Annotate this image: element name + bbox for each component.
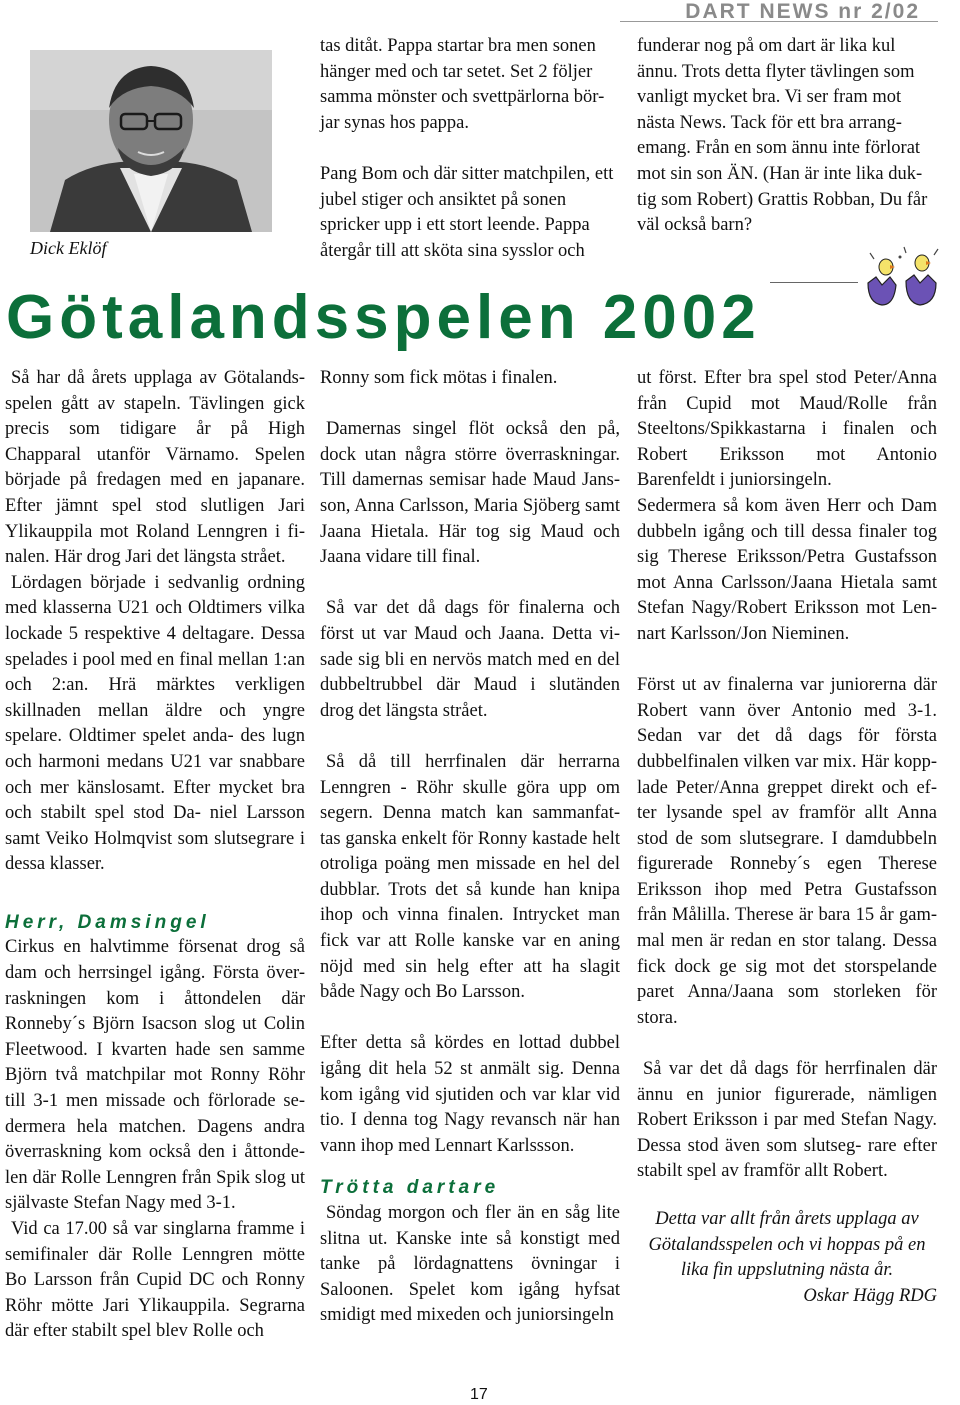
article-paragraph: Så var det då dags för finalerna och först ut var Maud och Jaana. Detta vi- sade sig bli en nervös match med en del dubbeltrubbel där Maud i slutänden drog det längsta strået. [320,598,620,721]
article-title: Götalandsspelen 2002 [6,283,761,352]
magazine-header: DART NEWS nr 2/02 [685,0,920,23]
previous-article-middle-column [320,34,618,264]
section-subheading: Trötta dartare [320,1177,500,1199]
article-paragraph: Ronny som fick mötas i finalen. [320,368,558,388]
article-column-1 [5,366,305,1345]
title-rule [770,282,858,283]
article-paragraph: Så då till herrfinalen där herrarna Lenngren - Röhr skulle göra upp om segern. Denna match kan sammanfat- tas ganska enkelt för Ronny kastade helt otroliga poäng men missade en hel del dubblar. Trots det så kunde han knipa ihop och vinna finalen. Intrycket man fick var att Rolle kanske var en aning nöjd med sin helg efter att ha slagit både Nagy och Bo Larsson. [320,751,620,1003]
portrait-photo [30,50,272,232]
photo-caption: Dick Eklöf [30,238,107,258]
article-paragraph: Efter detta så kördes en lottad dubbel igång dit hela 52 st anmält sig. Denna kom igång vid sjutiden och var klar vid tio. I denna tog Nagy revansch när han vann ihop med Lennart Karlssson. [320,1033,620,1156]
article-column-3 [637,366,937,1309]
header-rule [620,21,938,22]
article-paragraph: ut först. Efter bra spel stod Peter/Anna från Cupid mot Maud/Rolle från Steeltons/Spikkastarna i finalen och Robert Eriksson mot Antonio Barenfeldt i juniorsingeln. [637,368,937,491]
article-paragraph: Sedermera så kom även Herr och Dam dubbeln igång och till dessa finaler tog sig Therese Eriksson/Petra Gustafsson mot Anna Carlsson/Jaana Hietala samt Stefan Nagy/Robert Eriksson mot Len- nart Karlsson/Jon Nieminen. [637,495,937,644]
article-signoff: Detta var allt från årets upplaga av Götalandsspelen och vi hoppas på en lika fin uppslutning nästa år. [648,1209,926,1281]
article-paragraph: Cirkus en halvtimme försenat drog så dam och herrsingel igång. Första över- raskningen kom i åttondelen där Ronneby´s Björn Isacson slog ut Colin Fleetwood. I kvarten hade sen samme Björn två matchpilar mot Ronny Röhr till 3-1 men missade och förlorade se- dermera hela matchen. Dagens andra överraskning kom också den i åttonde- len där Rolle Lenngren från Spik slog ut självaste Stefan Nagy med 3-1. [5,937,305,1214]
article-column-2 [320,366,620,1329]
article-paragraph: Söndag morgon och fler än en såg lite slitna ut. Kanske inte så konstigt med tanke på lördagnattens övningar i Saloonen. Spelet kom igång hyfsat smidigt med mixeden och juniorsingeln [320,1203,620,1326]
page-number: 17 [470,1386,488,1403]
article-author: Oskar Hägg RDG [803,1285,937,1306]
article-paragraph: Lördagen började i sedvanlig ordning med klasserna U21 och Oldtimers vilka lockade 5 respektive 4 deltagare. Dessa spelades i pool med en final mellan 1:an och 2:an. Hrä märktes verkligen skillnaden mellan äldre och yngre spelare. Oldtimer spelet anda- des lugn och harmoni medans U21 var snabbare och mer känslosamt. Efter mycket bra och stabilt spel stod Da- niel Larsson samt Veiko Holmqvist som slutsegrare i dessa klasser. [5,572,305,875]
article-paragraph: Så var det då dags för herrfinalen där ännu en junior figurerade, nämligen Robert Eriksson i par med Stefan Nagy. Dessa stod även som slutseg- rare efter stabilt spel av framför allt Robert. [637,1059,937,1182]
section-subheading: Herr, Damsingel [5,911,210,933]
previous-article-paragraph: funderar nog på om dart är lika kul ännu. Trots detta flyter tävlingen som vanligt mycket bra. Vi ser fram mot nästa News. Tack för ett bra arrang- emang. Från en som ännu inte förlorat mot sin son ÄN. (Han är inte lika duk- tig som Robert) Grattis Robban, Du får väl också barn? [637,36,928,236]
article-paragraph: Först ut av finalerna var juniorerna där Robert vann över Antonio med 3-1. Sedan var det då dags för första dubbelfinalen vilken var mix. Här kopp- lade Peter/Anna greppet direkt och ef- ter lysande spel av framför allt Anna stod de som slutsegrare. I damdubbeln figurerade Ronneby´s egen Therese Eriksson ihop med Petra Gustafsson från Målilla. Therese är bara 15 år gam- mal men är redan en stor talang. Dessa fick dock ge sig mot det storspelande paret Anna/Jaana som storleken för stora. [637,675,937,1028]
article-paragraph: Vid ca 17.00 så var singlarna framme i semifinaler där Rolle Lenngren mötte Bo Larsson från Cupid DC och Ronny Röhr mötte Jari Ylikauppila. Segrarna där efter stabilt spel blev Rolle och [5,1219,305,1342]
previous-article-paragraph: Pang Bom och där sitter matchpilen, ett jubel stiger och ansiktet på sonen spricker upp i ett stort leende. Pappa återgår till att sköta sina sysslor och [320,163,614,261]
article-paragraph: Damernas singel flöt också den på, dock utan några större överraskningar. Till damernas semisar hade Maud Jans- son, Anna Carlsson, Maria Sjöberg samt Jaana Hietala. Här tog sig Maud och Jaana vidare till final. [320,419,620,568]
previous-article-paragraph: tas ditåt. Pappa startar bra men sonen hänger med och tar setet. Set 2 följer samma mönster och svettpärlorna bör- jar synas hos pappa. [320,36,605,133]
previous-article-right-column [637,34,939,239]
article-paragraph: Så har då årets upplaga av Götalands- spelen gått av stapeln. Tävlingen gick precis som tidigare år på High Chapparal utanför Värnamo. Spelen började på fredagen med en japanare. Efter jämnt spel stod slutligen Jari Ylikauppila mot Roland Lenngren i fi- nalen. Här drog Jari det längsta strået. [5,368,305,568]
eggshell-birds-clipart [860,243,946,311]
